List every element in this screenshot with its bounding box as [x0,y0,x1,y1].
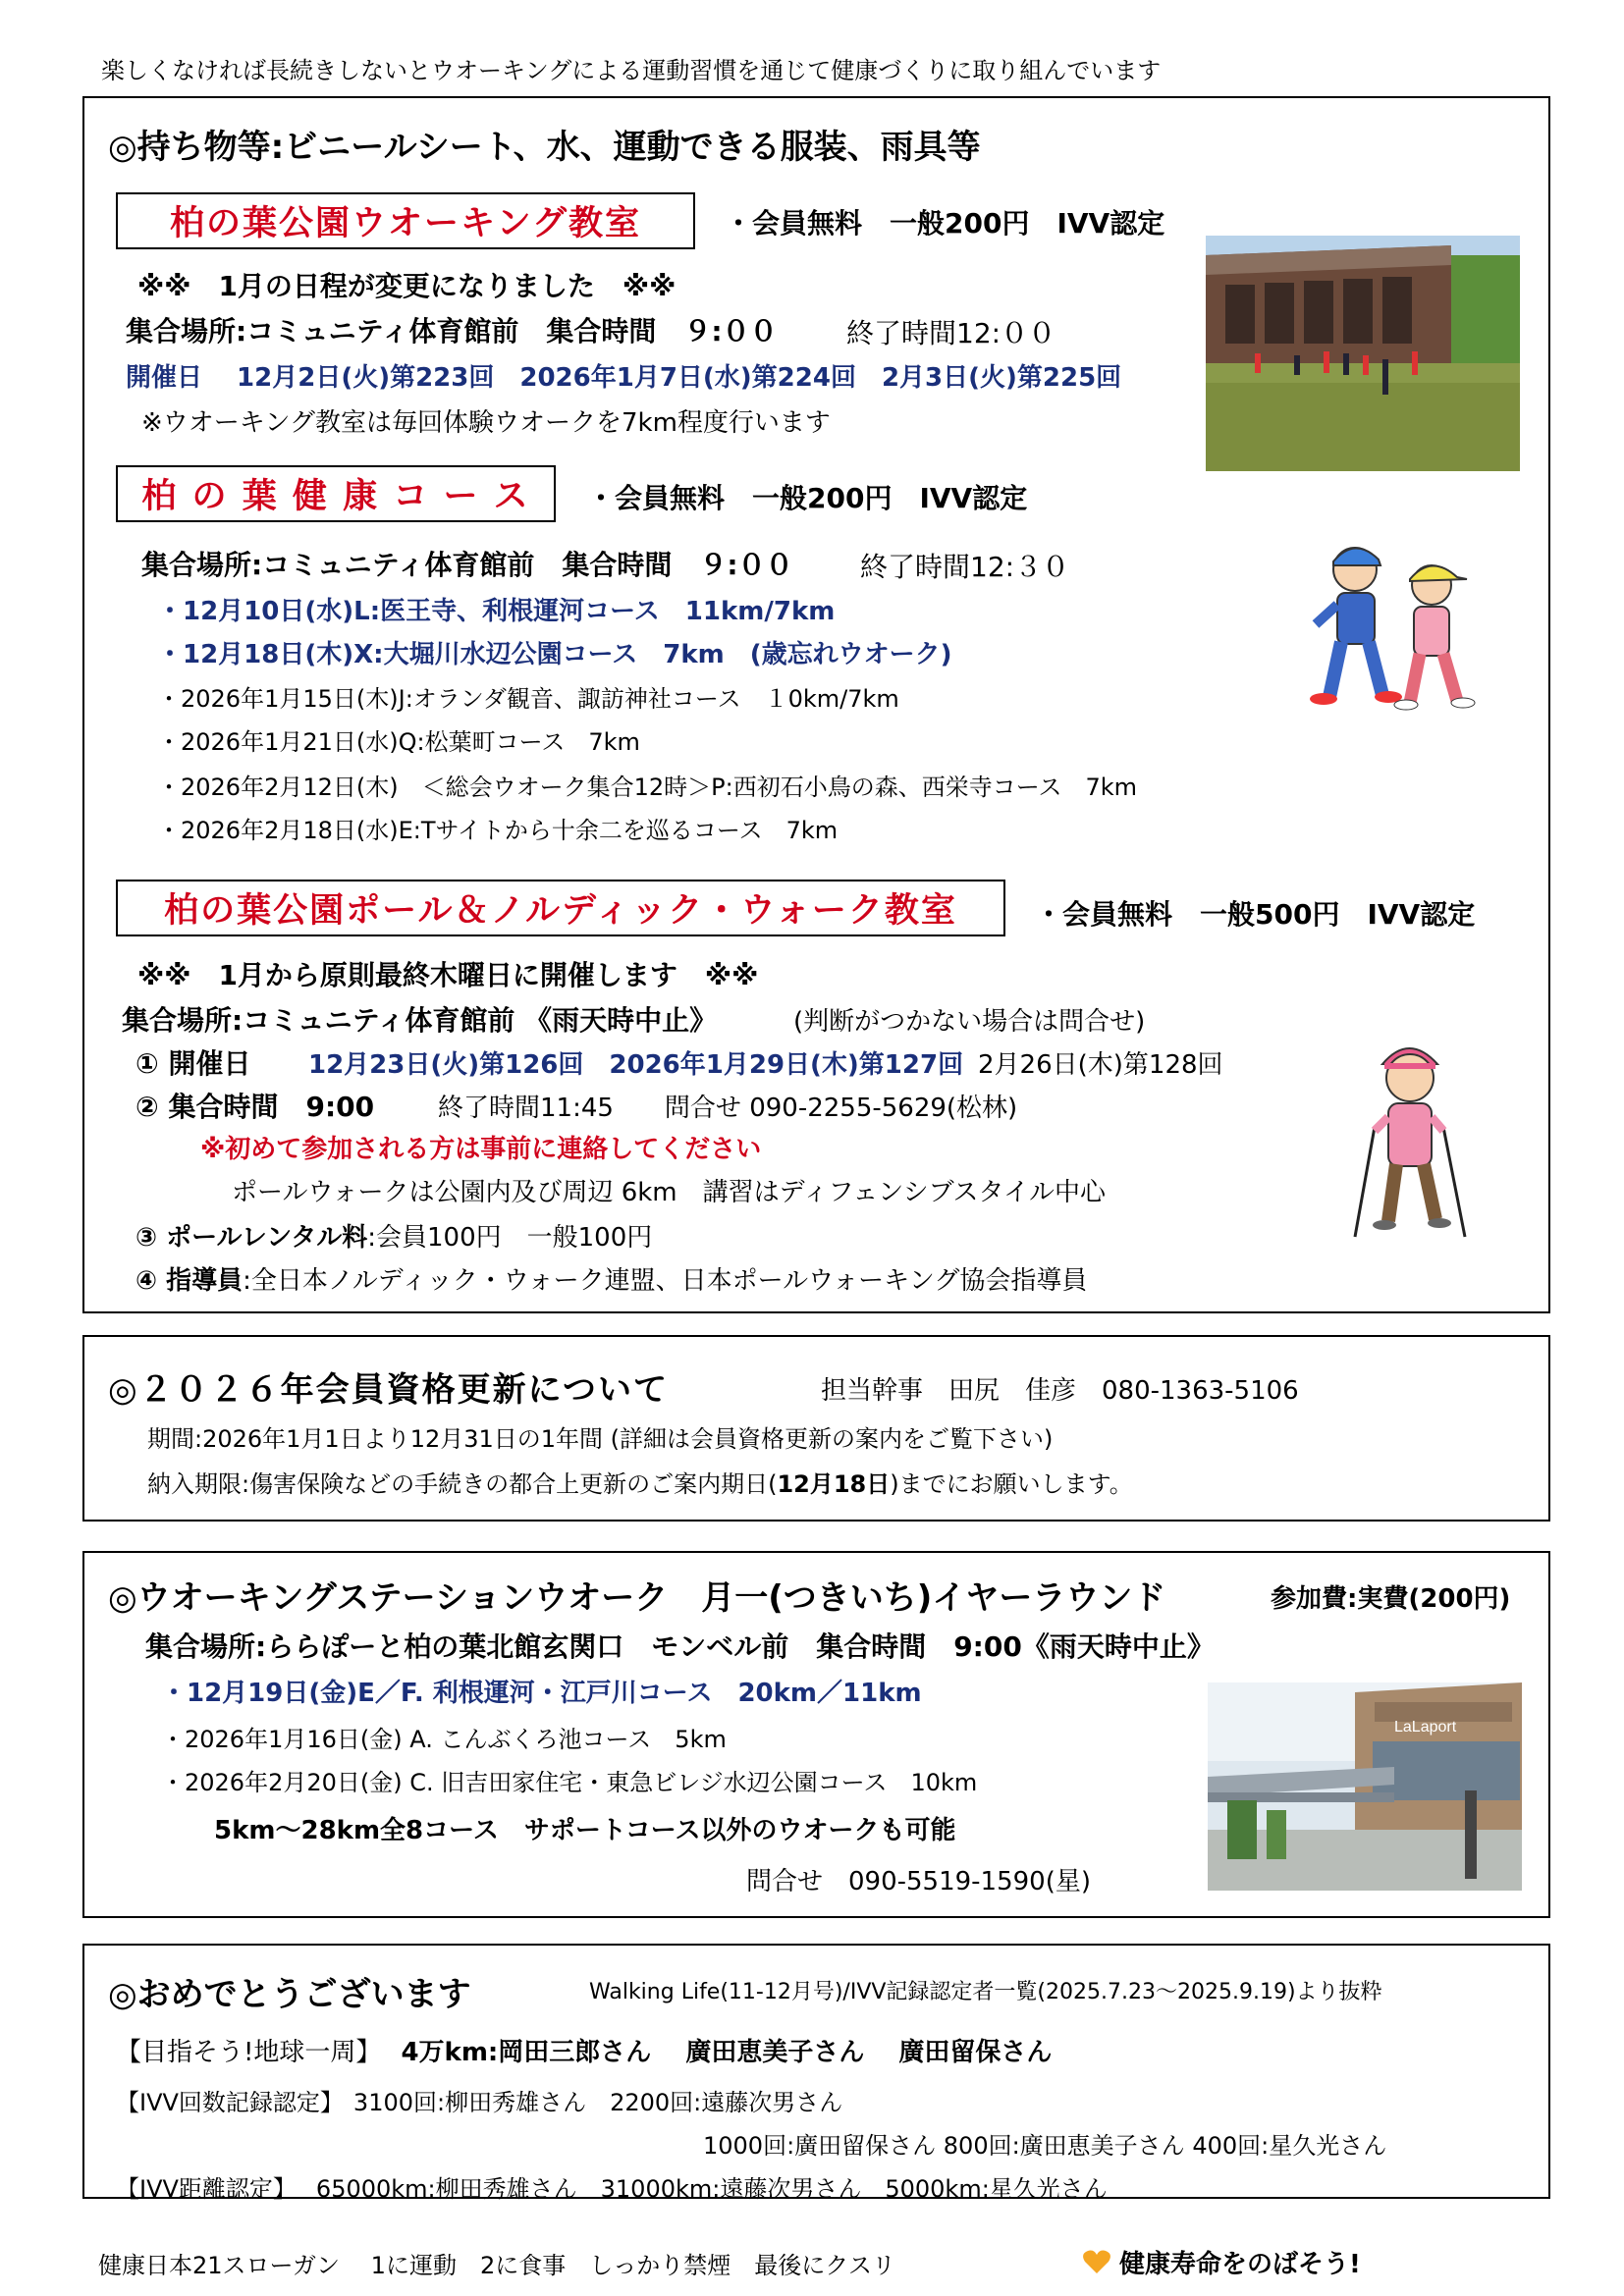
items-line: ◎持ち物等:ビニールシート、水、運動できる服装、雨具等 [108,128,981,167]
course-item-4: ・2026年1月21日(水)Q:松葉町コース 7km [157,728,640,756]
deadline-post: )までにお願いします。 [890,1470,1133,1498]
station-course-3: ・2026年2月20日(金) C. 旧吉田家住宅・東急ビレジ水辺公園コース 10km [161,1769,978,1796]
pole-dates-tail: 2月26日(木)第128回 [978,1050,1223,1080]
count-award-label: 【IVV回数記録認定】 [116,2089,344,2116]
nordic-walker-illustration [1345,1029,1473,1245]
footer-slogan: 健康日本21スローガン 1に運動 2に食事 しっかり禁煙 最後にクスリ [98,2252,895,2279]
park-walking-meeting: 集合場所:コミュニティ体育館前 集合時間 ９:００ [126,315,778,347]
deadline-pre: 納入期限:傷害保険などの手続きの都合上更新のご案内期日( [147,1470,778,1498]
course-item-6: ・2026年2月18日(水)E:Tサイトから十余二を巡るコース 7km [157,817,839,844]
pole-instructor-value: :全日本ノルディック・ウォーク連盟、日本ポールウォーキング協会指導員 [243,1266,1088,1296]
pole-nordic-meeting: 集合場所:コミュニティ体育館前 《雨天時中止》 [122,1004,718,1037]
lalaport-sign: LaLaport [1394,1719,1457,1735]
congrats-title: ◎おめでとうございます [108,1975,471,2014]
count-award-line-1: 3100回:柳田秀雄さん 2200回:遠藤次男さん [352,2089,843,2116]
distance-award-label: 【IVV距離認定】 [116,2175,297,2203]
count-award [116,2083,842,2117]
station-course-2: ・2026年1月16日(金) A. こんぶくろ池コース 5km [161,1726,727,1753]
membership-title: ◎２０２６年会員資格更新について [108,1370,669,1410]
congrats-source: Walking Life(11-12月号)/IVV記録認定者一覧(2025.7.23～2025.9.19)より抜粋 [589,1980,1382,2004]
membership-contact: 担当幹事 田尻 佳彦 080-1363-5106 [821,1376,1299,1406]
gymnasium-photo [1206,236,1520,471]
footer-emphasis: 健康寿命をのばそう! [1119,2250,1361,2279]
pole-time-label: ② 集合時間 9:00 [135,1091,375,1123]
station-walk-title: ◎ウオーキングステーションウオーク 月一(つきいち)イヤーラウンド [108,1578,1166,1618]
earth-award-label: 【目指そう!地球一周】 [116,2038,382,2067]
pole-instructor-label: ④ 指導員 [135,1266,244,1296]
park-walking-fee: ・会員無料 一般200円 IVV認定 [725,207,1165,240]
pole-rental-value: :会員100円 一般100円 [367,1223,653,1253]
header-slogan: 楽しくなければ長続きしないとウオーキングによる運動習慣を通じて健康づくりに取り組んでいます [101,57,1162,84]
pole-first-time-notice: ※初めて参加される方は事前に連絡してください [200,1135,762,1164]
pole-dates-label: ① 開催日 [135,1047,251,1080]
park-walking-note: ※ウオーキング教室は毎回体験ウオークを7km程度行います [141,408,831,438]
distance-award [116,2169,1108,2204]
deadline-date: 12月18日 [777,1470,891,1498]
pole-rental-label: ③ ポールレンタル料 [135,1223,368,1253]
health-course-fee: ・会員無料 一般200円 IVV認定 [587,482,1028,514]
lalaport-photo [1208,1682,1522,1891]
lalaport-image [1208,1682,1522,1891]
earth-award-names: 4万km:岡田三郎さん 廣田恵美子さん 廣田留保さん [401,2038,1053,2067]
heart-icon [1082,2248,1111,2279]
pole-nordic-meeting-note: (判断がつかない場合は問合せ) [793,1007,1146,1037]
park-walking-notice: ※※ 1月の日程が変更になりました ※※ [137,270,677,302]
course-item-1: ・12月10日(水)L:医王寺、利根運河コース 11km/7km [157,597,836,626]
station-walk-fee: 参加費:実費(200円) [1271,1584,1511,1614]
walkers-icon [1294,530,1490,717]
station-walk-meeting: 集合場所:ららぽーと柏の葉北館玄関口 モンベル前 集合時間 9:00《雨天時中止》 [145,1630,1215,1663]
course-item-5: ・2026年2月12日(木) ＜総会ウオーク集合12時＞P:西初石小鳥の森、西栄寺コース 7km [157,774,1138,801]
station-walk-contact: 問合せ 090-5519-1590(星) [746,1867,1092,1896]
earth-award [116,2032,1052,2068]
course-item-2: ・12月18日(木)X:大堀川水辺公園コース 7km (歳忘れウオーク) [157,640,952,669]
membership-period: 期間:2026年1月1日より12月31日の1年間 (詳細は会員資格更新の案内をご覧下さい) [147,1425,1054,1453]
pole-nordic-title: 柏の葉公園ポール＆ノルディック・ウォーク教室 [116,880,1005,936]
course-item-3: ・2026年1月15日(木)J:オランダ観音、諏訪神社コース １0km/7km [157,685,899,713]
park-walking-title: 柏の葉公園ウオーキング教室 [116,192,695,249]
distance-award-names: 65000km:柳田秀雄さん 31000km:遠藤次男さん 5000km:星久光さん [315,2175,1108,2203]
count-award-line-2: 1000回:廣田留保さん 800回:廣田恵美子さん 400回:星久光さん [703,2132,1387,2160]
pole-rental [135,1217,652,1254]
nordic-walker-icon [1345,1029,1473,1245]
walking-couple-illustration [1294,530,1490,717]
pole-nordic-fee: ・会員無料 一般500円 IVV認定 [1035,898,1476,931]
pole-instructor [135,1260,1087,1297]
membership-deadline [147,1465,1133,1499]
park-walking-end-time: 終了時間12:００ [846,317,1056,349]
pole-nordic-notice: ※※ 1月から原則最終木曜日に開催します ※※ [137,959,759,991]
health-course-title: 柏 の 葉 健 康 コ ー ス [116,465,556,522]
health-course-meeting: 集合場所:コミュニティ体育館前 集合時間 ９:００ [141,549,793,581]
station-walk-summary: 5km～28km全8コース サポートコース以外のウオークも可能 [214,1816,956,1845]
station-course-1: ・12月19日(金)E／F. 利根運河・江戸川コース 20km／11km [161,1679,922,1708]
gymnasium-image [1206,236,1520,471]
pole-time-detail: 終了時間11:45 問合せ 090-2255-5629(松林) [438,1094,1018,1123]
health-course-end-time: 終了時間12:３０ [860,551,1070,583]
pole-description: ポールウォークは公園内及び周辺 6km 講習はディフェンシブスタイル中心 [232,1178,1107,1207]
pole-dates: 12月23日(火)第126回 2026年1月29日(木)第127回 [308,1050,964,1080]
park-walking-dates: 開催日 12月2日(火)第223回 2026年1月7日(水)第224回 2月3日(火)第225回 [126,363,1122,393]
